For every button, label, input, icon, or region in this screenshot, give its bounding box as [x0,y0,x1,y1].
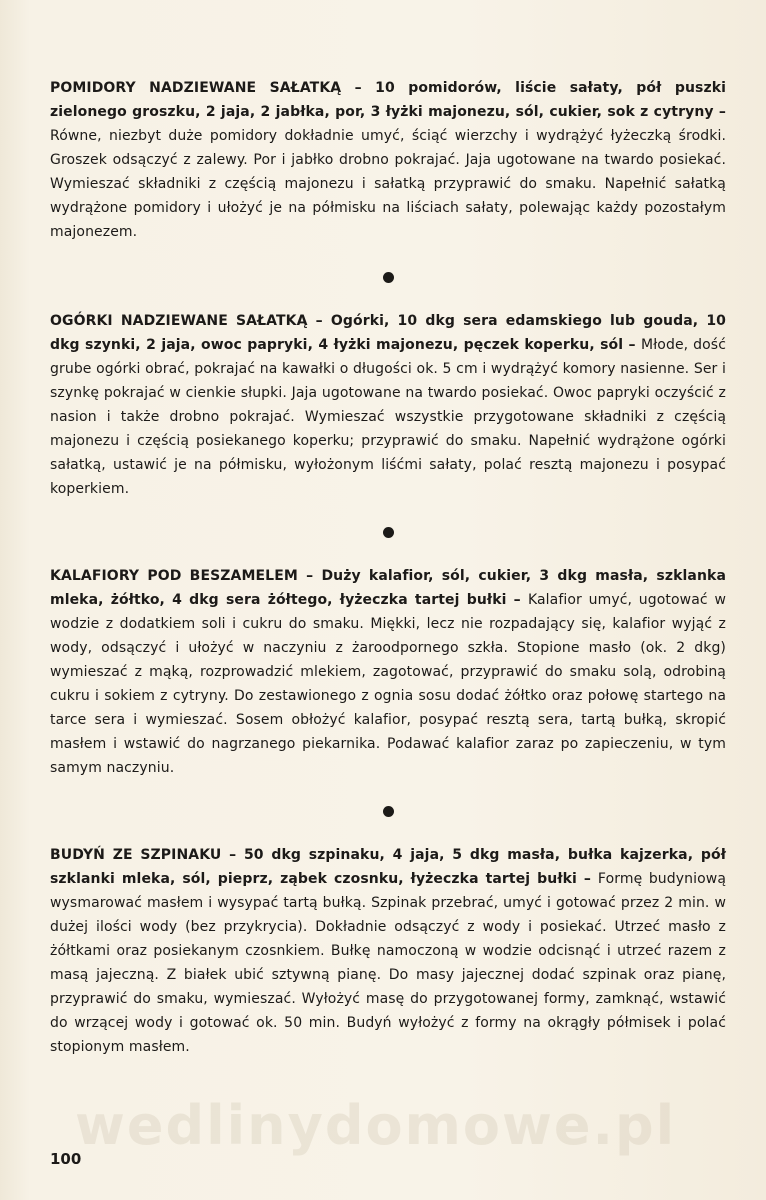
recipe-instructions: Młode, dość grube ogórki obrać, pokrajać na kawałki o długości ok. 5 cm i wydrążyć komory nasienne. Ser i szynkę pokrajać w cienkie słupki. Jaja ugotowane na twardo posiekać. Owoc papryki oczyścić z nasion i także drobno pokrajać. Wymieszać wszystkie przygotowane składniki z częścią majonezu i częścią posiekanego koperku; przyprawić do smaku. Napełnić wydrążone ogórki sałatką, ustawić je na półmisku, wyłożonym liśćmi sałaty, polać resztą majonezu i posypać koperkiem. [50,337,726,497]
recipe-pomidory [50,76,726,244]
recipe-kalafiory [50,564,726,780]
recipe-ogorki [50,309,726,501]
separator-dot [383,272,394,283]
recipe-instructions: Formę budyniową wysmarować masłem i wysypać tartą bułką. Szpinak przebrać, umyć i gotować przez 2 min. w dużej ilości wody (bez przykrycia). Dokładnie odsączyć z wody i posiekać. Utrzeć masło z żółtkami oraz posiekanym czosnkiem. Bułkę namoczoną w wodzie odcisnąć i utrzeć razem z masą jajeczną. Z białek ubić sztywną pianę. Do masy jajecznej dodać szpinak oraz pianę, przyprawić do smaku, wymieszać. Wyłożyć masę do przygotowanej formy, zamknąć, wstawić do wrzącej wody i gotować ok. 50 min. Budyń wyłożyć z formy na okrągły półmisek i polać stopionym masłem. [50,871,727,1055]
recipe-ingredients: – Ogórki, 10 dkg sera edamskiego lub gouda, 10 dkg szynki, 2 jaja, owoc papryki, 4 łyżki majonezu, pęczek koperku, sól – [50,313,726,353]
recipe-ingredients: – 50 dkg szpinaku, 4 jaja, 5 dkg masła, bułka kajzerka, pół szklanki mleka, sól, pieprz, ząbek czosnku, łyżeczka tartej bułki – [50,847,726,887]
recipe-ingredients: – Duży kalafior, sól, cukier, 3 dkg masła, szklanka mleka, żółtko, 4 dkg sera żółtego, łyżeczka tartej bułki – [50,568,726,608]
separator-dot [383,527,394,538]
recipe-title: BUDYŃ ZE SZPINAKU [50,847,222,863]
recipe-title: OGÓRKI NADZIEWANE SAŁATKĄ [50,313,308,329]
separator-dot [383,806,394,817]
recipe-list [50,76,726,1059]
recipe-budyn [50,843,726,1059]
page-number: 100 [50,1150,82,1168]
watermark: wedlinydomowe.pl [75,1094,677,1157]
recipe-title: POMIDORY NADZIEWANE SAŁATKĄ [50,80,342,96]
recipe-ingredients: – 10 pomidorów, liście sałaty, pół puszki zielonego groszku, 2 jaja, 2 jabłka, por, 3 łyżki majonezu, sól, cukier, sok z cytryny – [50,80,727,120]
recipe-title: KALAFIORY POD BESZAMELEM [50,568,298,584]
recipe-instructions: Równe, niezbyt duże pomidory dokładnie umyć, ściąć wierzchy i wydrążyć łyżeczką środki. Groszek odsączyć z zalewy. Por i jabłko drobno pokrajać. Jaja ugotowane na twardo posiekać. Wymieszać składniki z częścią majonezu i sałatką przyprawić do smaku. Napełnić sałatką wydrążone pomidory i ułożyć je na półmisku na liściach sałaty, polewając każdy pozostałym majonezem. [50,128,726,240]
recipe-instructions: Kalafior umyć, ugotować w wodzie z dodatkiem soli i cukru do smaku. Miękki, lecz nie rozpadający się, kalafior wyjąć z wody, odsączyć i ułożyć w naczyniu z żaroodpornego szkła. Stopione masło (ok. 2 dkg) wymieszać z mąką, rozprowadzić mlekiem, zagotować, przyprawić do smaku solą, odrobiną cukru i sokiem z cytryny. Do zestawionego z ognia sosu dodać żółtko oraz połowę startego na tarce sera i wymieszać. Sosem obłożyć kalafior, posypać resztą sera, tartą bułką, skropić masłem i wstawić do nagrzanego piekarnika. Podawać kalafior zaraz po zapieczeniu, w tym samym naczyniu. [50,592,726,776]
